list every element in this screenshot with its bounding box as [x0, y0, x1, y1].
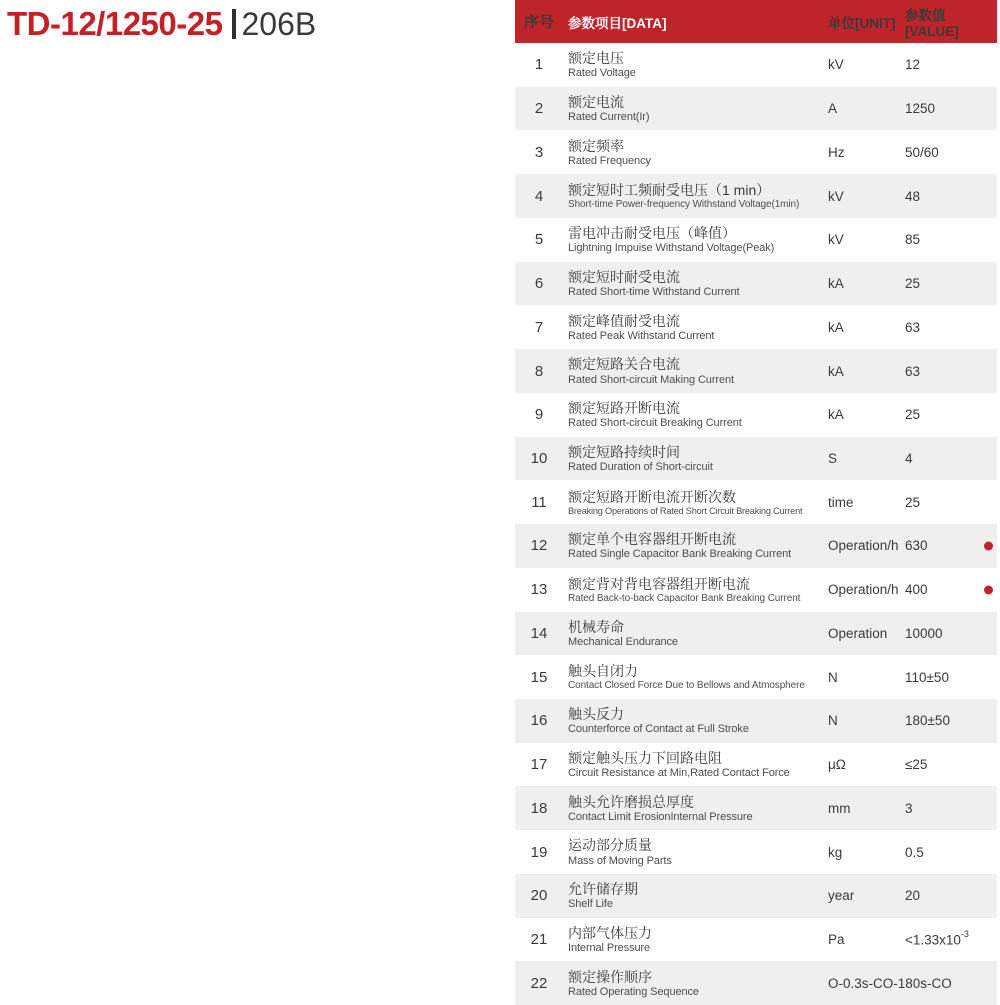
- column-header-item: 参数项目[DATA]: [568, 15, 667, 31]
- parameter-name-cn: 运动部分质量: [568, 837, 652, 854]
- parameter-name-en: Rated Operating Sequence: [568, 985, 699, 998]
- parameter-name-cn: 触头自闭力: [568, 663, 638, 680]
- parameter-name-cn: 额定触头压力下回路电阻: [568, 749, 722, 766]
- parameter-item: [563, 836, 828, 867]
- parameter-name-cn: 触头反力: [568, 706, 624, 723]
- parameter-name-en: Contact Closed Force Due to Bellows and Atmosphere: [568, 680, 805, 692]
- parameter-name-en: Rated Voltage: [568, 67, 636, 80]
- parameter-name-cn: 额定短时耐受电流: [568, 268, 680, 285]
- parameter-item: [563, 705, 828, 736]
- parameter-unit: kV: [828, 188, 844, 204]
- parameter-name-en: Rated Frequency: [568, 154, 651, 167]
- parameter-unit: time: [828, 494, 854, 510]
- parameter-name-en: Internal Pressure: [568, 942, 651, 955]
- parameter-item: [563, 312, 828, 343]
- row-number: 16: [530, 712, 548, 730]
- parameter-name-en: Contact Limit ErosionInternal Pressure: [568, 810, 753, 823]
- parameter-unit: kA: [828, 319, 844, 335]
- parameter-value: 63: [905, 319, 921, 335]
- parameter-value: $<1.33x10^{-3}$: [905, 929, 969, 948]
- table-row: [515, 568, 997, 612]
- parameter-name-en: Rated Single Capacitor Bank Breaking Current: [568, 548, 792, 561]
- parameter-value: 1250: [905, 101, 936, 117]
- parameter-value: 630: [905, 538, 928, 554]
- parameter-name-cn: 额定短路持续时间: [568, 443, 680, 460]
- parameter-unit: μΩ: [828, 757, 846, 773]
- row-number: 10: [530, 449, 548, 467]
- product-title: [7, 6, 316, 40]
- table-row: [515, 830, 997, 874]
- column-header-value: 参数值[VALUE]: [905, 8, 959, 39]
- parameter-name-cn: 额定电压: [568, 50, 624, 67]
- parameter-name-en: Rated Short-circuit Breaking Current: [568, 417, 742, 430]
- table-row: [515, 218, 997, 262]
- parameter-name-cn: 雷电冲击耐受电压（峰值）: [568, 225, 736, 242]
- parameter-item: [563, 488, 828, 517]
- parameter-item: [563, 575, 828, 605]
- parameter-name-en: Rated Peak Withstand Current: [568, 329, 715, 342]
- parameter-item: [563, 93, 828, 124]
- parameter-name-en: Rated Short-time Withstand Current: [568, 286, 740, 299]
- highlight-dot-icon: [984, 585, 993, 594]
- table-row: [515, 437, 997, 481]
- table-row: [515, 874, 997, 918]
- parameter-name-cn: 额定峰值耐受电流: [568, 312, 680, 329]
- spec-table: [515, 0, 997, 1005]
- parameter-name-en: Short-time Power-frequency Withstand Voltage(1min): [568, 199, 800, 211]
- row-number: 19: [530, 843, 548, 861]
- column-header-unit: 单位[UNIT]: [828, 15, 896, 31]
- parameter-item: [563, 924, 828, 955]
- table-row: [515, 918, 997, 962]
- parameter-unit: Operation: [828, 625, 888, 641]
- column-header-no: 序号: [523, 14, 554, 31]
- table-row: [515, 743, 997, 787]
- parameter-value: 4: [905, 450, 913, 466]
- parameter-value: O-0.3s-CO-180s-CO: [828, 975, 952, 991]
- parameter-item: [563, 793, 828, 824]
- parameter-item: [563, 355, 828, 386]
- parameter-value: 10000: [905, 625, 943, 641]
- parameter-unit: N: [828, 669, 838, 685]
- title-divider: [232, 9, 236, 39]
- row-number: 15: [530, 668, 548, 686]
- table-row: [515, 655, 997, 699]
- parameter-item: [563, 268, 828, 299]
- parameter-name-cn: 允许储存期: [568, 881, 638, 898]
- parameter-unit: Hz: [828, 144, 845, 160]
- parameter-value: ≤25: [905, 757, 928, 773]
- row-number: 18: [530, 799, 548, 817]
- parameter-name-cn: 额定短路关合电流: [568, 356, 680, 373]
- parameter-unit: kA: [828, 407, 844, 423]
- parameter-name-en: Shelf Life: [568, 898, 613, 911]
- parameter-value: 63: [905, 363, 921, 379]
- parameter-unit: kg: [828, 844, 843, 860]
- parameter-unit: mm: [828, 800, 851, 816]
- parameter-name-cn: 额定短时工频耐受电压（1 min）: [568, 181, 771, 198]
- table-row: [515, 130, 997, 174]
- parameter-name-cn: 额定背对背电容器组开断电流: [568, 575, 750, 592]
- row-number: 17: [530, 756, 548, 774]
- parameter-item: [563, 880, 828, 911]
- table-row: [515, 524, 997, 568]
- parameter-item: [563, 137, 828, 168]
- parameter-value: 3: [905, 800, 913, 816]
- parameter-name-cn: 额定电流: [568, 93, 624, 110]
- table-row: [515, 612, 997, 656]
- parameter-name-cn: 触头允许磨损总厚度: [568, 793, 694, 810]
- parameter-value: 50/60: [905, 144, 939, 160]
- parameter-name-en: Rated Back-to-back Capacitor Bank Breaking Current: [568, 592, 801, 604]
- parameter-unit: Operation/h: [828, 582, 899, 598]
- parameter-name-en: Lightning Impuise Withstand Voltage(Peak): [568, 242, 775, 255]
- product-model: TD-12/1250-25: [7, 4, 223, 42]
- parameter-unit: kV: [828, 57, 844, 73]
- parameter-item: [563, 399, 828, 430]
- parameter-name-en: Breaking Operations of Rated Short Circuit Breaking Current: [568, 505, 803, 516]
- parameter-name-en: Rated Current(Ir): [568, 111, 650, 124]
- row-number: 8: [534, 362, 544, 380]
- product-series: 206B: [241, 6, 317, 42]
- parameter-name-cn: 内部气体压力: [568, 924, 652, 941]
- row-number: 12: [530, 537, 548, 555]
- parameter-name-en: Rated Short-circuit Making Current: [568, 373, 734, 386]
- parameter-name-cn: 额定短路开断电流: [568, 400, 680, 417]
- parameter-item: [563, 618, 828, 649]
- highlight-dot-icon: [984, 541, 993, 550]
- table-row: [515, 262, 997, 306]
- parameter-value: 400: [905, 582, 928, 598]
- table-row: [515, 480, 997, 524]
- table-row: [515, 961, 997, 1005]
- parameter-unit: kV: [828, 232, 844, 248]
- row-number: 20: [530, 887, 548, 905]
- value-exponent: -3: [960, 929, 969, 940]
- parameter-value: 85: [905, 232, 921, 248]
- parameter-value: 25: [905, 276, 921, 292]
- parameter-name-cn: 额定操作顺序: [568, 968, 652, 985]
- table-row: [515, 174, 997, 218]
- table-row: [515, 349, 997, 393]
- table-row: [515, 87, 997, 131]
- parameter-unit: Operation/h: [828, 538, 899, 554]
- row-number: 21: [530, 931, 548, 949]
- row-number: 11: [531, 493, 547, 511]
- parameter-name-en: Mass of Moving Parts: [568, 854, 672, 867]
- parameter-item: [563, 749, 828, 780]
- parameter-item: [563, 224, 828, 255]
- row-number: 2: [534, 100, 544, 118]
- parameter-value: 48: [905, 188, 921, 204]
- parameter-unit: S: [828, 450, 838, 466]
- parameter-unit: year: [828, 888, 855, 904]
- table-row: [515, 305, 997, 349]
- parameter-item: [563, 443, 828, 474]
- parameter-name-en: Circuit Resistance at Min,Rated Contact Force: [568, 767, 790, 780]
- parameter-value: 25: [905, 494, 921, 510]
- parameter-value: 20: [905, 888, 921, 904]
- spec-table-header: [515, 0, 997, 43]
- parameter-unit: kA: [828, 276, 844, 292]
- parameter-name-cn: 额定单个电容器组开断电流: [568, 531, 736, 548]
- parameter-name-cn: 额定频率: [568, 137, 624, 154]
- parameter-item: [563, 181, 828, 211]
- spec-table-body: [515, 43, 997, 1005]
- parameter-unit: Pa: [828, 932, 845, 948]
- parameter-name-cn: 额定短路开断电流开断次数: [568, 488, 736, 505]
- parameter-item: [563, 530, 828, 561]
- parameter-unit: N: [828, 713, 838, 729]
- row-number: 22: [530, 974, 548, 992]
- row-number: 4: [534, 187, 544, 205]
- row-number: 6: [534, 275, 544, 293]
- table-row: [515, 43, 997, 87]
- table-row: [515, 786, 997, 830]
- row-number: 14: [530, 624, 548, 642]
- row-number: 3: [534, 143, 544, 161]
- row-number: 7: [534, 318, 544, 336]
- row-number: 1: [534, 56, 544, 74]
- table-row: [515, 393, 997, 437]
- parameter-name-cn: 机械寿命: [568, 618, 624, 635]
- parameter-name-en: Rated Duration of Short-circuit: [568, 460, 713, 473]
- parameter-item: [563, 662, 828, 692]
- parameter-unit: kA: [828, 363, 844, 379]
- row-number: 9: [534, 406, 544, 424]
- parameter-value: 180±50: [905, 713, 950, 729]
- parameter-name-en: Mechanical Endurance: [568, 635, 678, 648]
- parameter-value: 110±50: [905, 669, 949, 685]
- parameter-value: 0.5: [905, 844, 924, 860]
- table-row: [515, 699, 997, 743]
- parameter-name-en: Counterforce of Contact at Full Stroke: [568, 723, 749, 736]
- parameter-unit: A: [828, 101, 838, 117]
- row-number: 13: [530, 581, 548, 599]
- parameter-value: 25: [905, 407, 921, 423]
- row-number: 5: [534, 231, 544, 249]
- parameter-item: [563, 49, 828, 80]
- parameter-value: 12: [905, 57, 921, 73]
